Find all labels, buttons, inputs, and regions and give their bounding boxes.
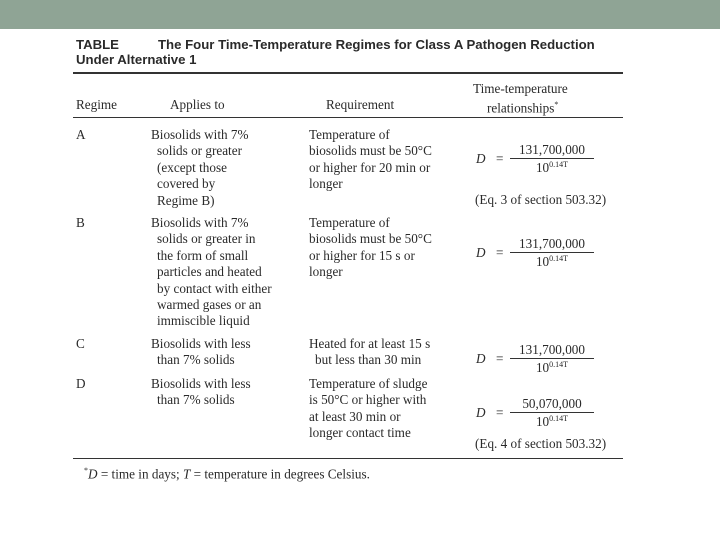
formula-numerator: 50,070,000 (522, 396, 582, 411)
applies-to-line: Biosolids with 7% (151, 215, 249, 230)
applies-to-line: solids or greater (157, 143, 242, 159)
regime-cell: D (76, 376, 86, 391)
formula-equals: = (496, 151, 504, 166)
requirement-line: longer (309, 176, 343, 192)
table-label: TABLE (76, 37, 119, 52)
applies-to-line: Biosolids with 7% (151, 127, 249, 142)
applies-to-line: particles and heated (157, 264, 262, 280)
requirement-line: Temperature of (309, 127, 390, 142)
requirement-line: but less than 30 min (315, 352, 422, 368)
requirement-line: Temperature of (309, 215, 390, 230)
formula-denominator: $10^{0.14T}$ (535, 360, 569, 375)
requirement-line: longer (309, 264, 343, 280)
fraction-bar (510, 252, 594, 253)
fraction-bar (510, 412, 594, 413)
time-temperature-formula (476, 142, 636, 176)
applies-to-line: covered by (157, 176, 216, 192)
requirement-line: is 50°C or higher with (309, 392, 427, 408)
requirement-line: or higher for 15 s or (309, 247, 415, 263)
requirement-line: biosolids must be 50°C (309, 143, 432, 159)
requirement-line: at least 30 min or (309, 408, 401, 424)
applies-to-cell (151, 336, 251, 369)
requirement-line: biosolids must be 50°C (309, 231, 432, 247)
table-caption (76, 37, 636, 67)
formula-equals: = (496, 351, 504, 366)
formula-numerator: 131,700,000 (519, 236, 585, 251)
applies-to-line: Biosolids with less (151, 376, 251, 391)
formula-numerator: 131,700,000 (519, 142, 585, 157)
time-temperature-formula (476, 396, 636, 430)
applies-to-line: than 7% solids (157, 352, 235, 368)
table-header-rule (73, 117, 623, 118)
regime-cell: A (76, 127, 86, 142)
applies-to-line: immiscible liquid (157, 313, 250, 329)
formula-d: D (476, 405, 486, 420)
applies-to-line: warmed gases or an (157, 297, 262, 313)
regime-cell: C (76, 336, 85, 351)
table-top-rule (73, 72, 623, 74)
applies-to-cell (151, 376, 251, 409)
formula-d: D (476, 351, 486, 366)
applies-to-line: Regime B) (157, 192, 215, 208)
formula-equals: = (496, 405, 504, 420)
header-time-temperature: Time-temperature (473, 81, 568, 96)
header-regime: Regime (76, 97, 118, 112)
equation-reference: (Eq. 3 of section 503.32) (475, 192, 607, 207)
formula-d: D (476, 245, 486, 260)
table-bottom-rule (73, 458, 623, 459)
applies-to-line: (except those (157, 159, 227, 175)
applies-to-line: than 7% solids (157, 392, 235, 408)
applies-to-cell (151, 215, 272, 330)
requirement-cell (309, 215, 432, 281)
requirement-cell (309, 336, 430, 369)
requirement-cell (309, 127, 432, 193)
header-relationships: relationships* (487, 100, 559, 116)
applies-to-line: the form of small (157, 247, 249, 263)
top-banner (0, 0, 720, 29)
formula-denominator: $10^{0.14T}$ (535, 414, 569, 429)
table-title-line-1: The Four Time-Temperature Regimes for Class A Pathogen Reduction (158, 37, 595, 52)
time-temperature-formula (476, 342, 636, 376)
fraction-bar (510, 358, 594, 359)
requirement-cell (309, 376, 427, 442)
requirement-line: longer contact time (309, 425, 411, 441)
requirement-line: or higher for 20 min or (309, 159, 431, 175)
formula-numerator: 131,700,000 (519, 342, 585, 357)
applies-to-line: solids or greater in (157, 231, 256, 247)
formula-denominator: $10^{0.14T}$ (535, 254, 569, 269)
formula-equals: = (496, 245, 504, 260)
requirement-line: Temperature of sludge (309, 376, 428, 391)
table-footnote: *D = time in days; T = temperature in degrees Celsius. (84, 466, 370, 482)
table-title-line-2: Under Alternative 1 (76, 52, 197, 67)
requirement-line: Heated for at least 15 s (309, 336, 431, 351)
equation-reference: (Eq. 4 of section 503.32) (475, 436, 607, 451)
formula-d: D (476, 151, 486, 166)
header-applies-to: Applies to (170, 97, 225, 112)
time-temperature-formula (476, 236, 636, 270)
applies-to-cell (151, 127, 248, 209)
applies-to-line: by contact with either (157, 280, 272, 296)
fraction-bar (510, 158, 594, 159)
applies-to-line: Biosolids with less (151, 336, 251, 351)
formula-denominator: $10^{0.14T}$ (535, 160, 569, 175)
regime-cell: B (76, 215, 85, 230)
header-requirement: Requirement (326, 97, 395, 112)
